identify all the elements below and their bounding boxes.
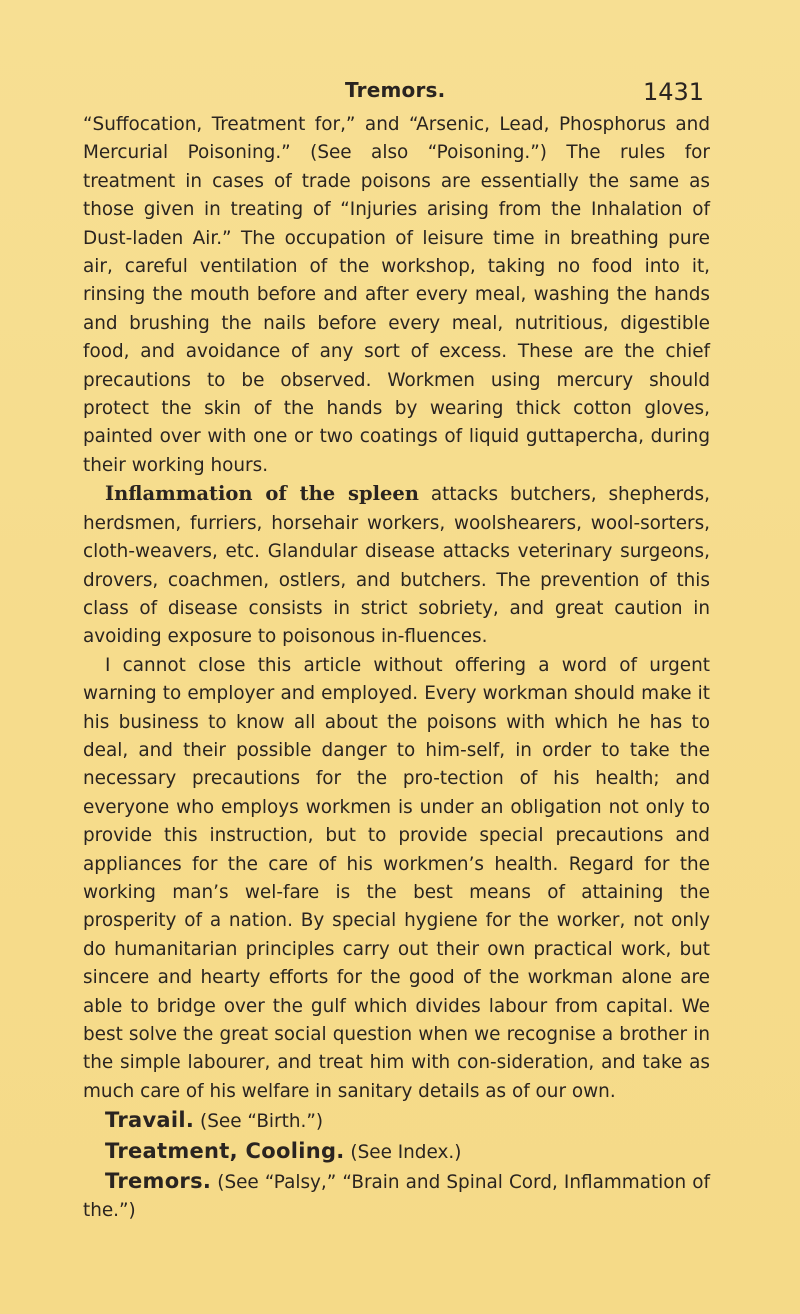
paragraph-text: I cannot close this article without offering a word of urgent warning to employer and employed. Every workman should make it his business to know all about the poisons with which he has to deal, and their possible danger to him-self, in order to take the necessary precautions for the pro-tection of his health; and everyone who employs workmen is under an obligation not only to provide this instruction, but to provide special precautions and appliances for the care of his workmen’s health. Regard for the working man’s wel-fare is the best means of attaining the prosperity of a nation. By special hygiene for the worker, not only do humanitarian principles carry out their own practical work, but sincere and hearty efforts for the good of the workman alone are able to bridge over the gulf which divides labour from capital. We best solve the great social question when we recognise a brother in the simple labourer, and treat him with con-sideration, and take as much care of his welfare in sanitary details as of our own. [83,654,710,1102]
entry-heading: Travail. [105,1108,195,1133]
paragraph-spleen [83,480,710,651]
paragraph-text: “Suffocation, Treatment for,” and “Arsenic, Lead, Phosphorus and Mercurial Poisoning.” (See also “Poisoning.”) The rules for treatment in cases of trade poisons are essentially the same as those given in treating of “Injuries arising from the Inhalation of Dust-laden Air.” The occupation of leisure time in breathing pure air, careful ventilation of the workshop, taking no food into it, rinsing the mouth before and after every meal, washing the hands and brushing the nails before every meal, nutritious, digestible food, and avoidance of any sort of excess. These are the chief precautions to be observed. Workmen using mercury should protect the skin of the hands by wearing thick cotton gloves, painted over with one or two coatings of liquid guttapercha, during their working hours. [83,114,710,476]
body-text [83,111,710,1226]
paragraph-text: attacks butchers, shepherds, herdsmen, furriers, horsehair workers, woolshearers, wool-sorters, cloth-weavers, etc. Glandular disease attacks veterinary surgeons, drovers, coachmen, ostlers, and butchers. The prevention of this class of disease consists in strict sobriety, and great caution in avoiding exposure to poisonous in-fluences. [83,484,710,648]
paragraph-warning [83,652,710,1107]
index-entry-tremors [83,1167,710,1226]
entry-text: (See “Palsy,” “Brain and Spinal Cord, Inflammation of the.”) [83,1172,710,1222]
entry-heading: Tremors. [105,1169,212,1194]
paragraph-trade-poisons [83,111,710,480]
running-head [0,78,800,108]
entry-text: (See “Birth.”) [194,1111,324,1133]
entry-text: (See Index.) [344,1141,462,1163]
index-entry-treatment-cooling [83,1137,710,1167]
run-in-heading: Inflammation of the spleen [105,482,419,506]
entry-heading: Treatment, Cooling. [105,1138,345,1163]
page-number: 1431 [643,78,705,106]
index-entry-travail [83,1106,710,1136]
running-head-title: Tremors. [345,78,446,102]
